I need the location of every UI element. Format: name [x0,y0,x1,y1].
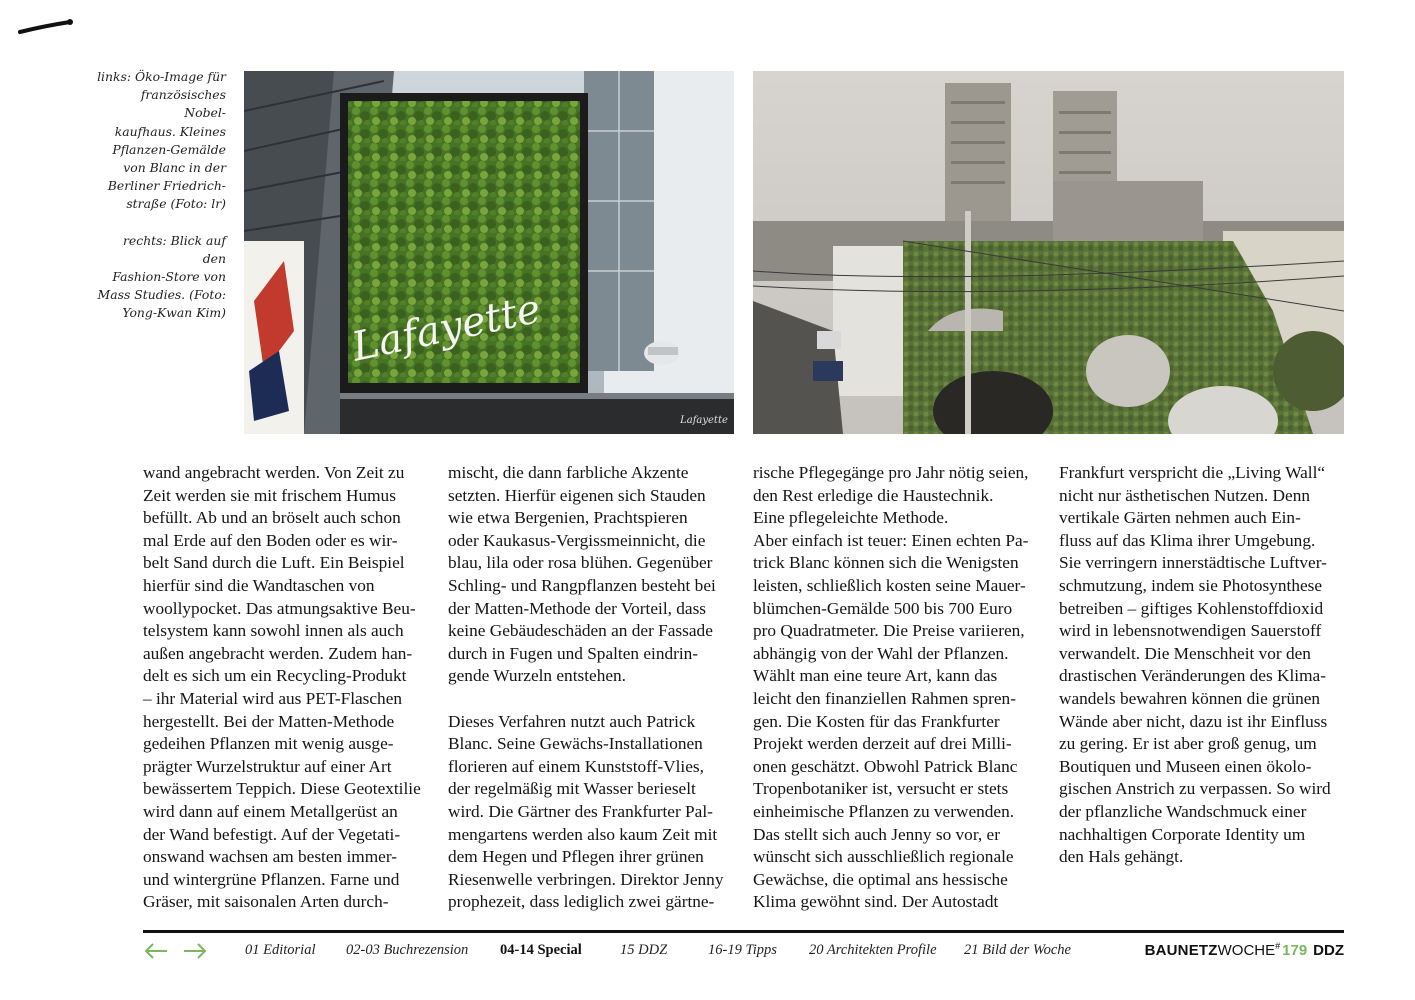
footer-rule [143,930,1344,933]
nav-item-bild-der-woche[interactable]: 21 Bild der Woche [964,942,1071,958]
nav-item-ddz[interactable]: 15 DDZ [620,942,668,958]
brand-regular: WOCHE [1217,942,1276,959]
caption-left: links: Öko-Image für französisches Nobel- kaufhaus. Kleines Pflanzen-Gemälde von Blanc in der Berliner Friedrich- straße (Foto: lr) [97,69,226,212]
photo-captions [96,68,226,341]
article-column-4: Frankfurt verspricht die „Living Wall“ nicht nur ästhetischen Nutzen. Denn vertikale Gärten nehmen auch Ein- fluss auf das Klima ihrer Umgebung. Sie verringern innerstädtische Luftver- schmutzung, indem sie Photosynthese betreiben – giftiges Kohlenstoffdioxid wird in lebensnotwendigen Sauerstoff verwandelt. Die Menschheit vor den drastischen Veränderungen des Klima- wandels bewahren können die grünen Wände aber nicht, dazu ist ihr Einfluss zu gering. Er ist aber groß genug, um Boutiquen und Museen einen ökolo- gischen Anstrich zu verpassen. So wird der pflanzliche Wandschmuck einer nachhaltigen Corporate Identity um den Hals gehängt. [1059,463,1331,867]
brand-bold: BAUNETZ [1144,942,1218,959]
lafayette-small-sign: Lafayette [680,415,728,426]
arrow-right-icon[interactable] [182,940,208,962]
article-column-1: wand angebracht werden. Von Zeit zu Zeit werden sie mit frischem Humus befüllt. Ab und an bröselt auch schon mal Erde auf den Boden oder es wir- belt Sand durch die Luft. Ein Beispiel hierfür sind die Wandtaschen von woollypocket. Das atmungsaktive Beu- telsystem kann sowohl innen als auch außen angebracht werden. Zudem han- delt es sich um ein Recycling-Produkt – ihr Material wird aus PET-Flaschen hergestellt. Bei der Matten-Methode gedeihen Pflanzen mit wenig ausge- prägter Wurzelstruktur auf einer Art bewässertem Teppich. Diese Geotextilie wird dann auf einem Metallgerüst an der Wand befestigt. Auf der Vegetati- onswand wachsen am besten immer- und wintergrüne Pflanzen. Farne und Gräser, mit saisonalen Arten durch- [143,463,421,912]
logo-mark [18,14,74,38]
nav-item-special[interactable]: 04-14 Special [500,942,582,958]
photo-fashion-store-mass-studies [753,71,1344,434]
page-number: 179 [1282,942,1308,959]
nav-item-buchrezension[interactable]: 02-03 Buchrezension [346,942,469,958]
lafayette-sign: Lafayette [348,285,545,371]
nav-item-architekten-profile[interactable]: 20 Architekten Profile [809,942,937,958]
brand-baunetzwoche [1145,941,1344,959]
caption-right: rechts: Blick auf den Fashion-Store von Mass Studies. (Foto: Yong-Kwan Kim) [97,232,226,321]
nav-item-editorial[interactable]: 01 Editorial [245,942,316,958]
section-label: DDZ [1313,942,1344,959]
article-column-3: rische Pflegegänge pro Jahr nötig seien, den Rest erledige die Haustechnik. Eine pflegeleichte Methode. Aber einfach ist teuer: Einen echten Pa- trick Blanc können sich die Wenigsten leisten, schließlich kosten seine Mauer- blümchen-Gemälde 500 bis 700 Euro pro Quadratmeter. Die Preise variieren, abhängig von der Wahl der Pflanzen. Wählt man eine teure Art, kann das leicht den finanziellen Rahmen spren- gen. Die Kosten für das Frankfurter Projekt werden derzeit auf drei Milli- onen geschätzt. Obwohl Patrick Blanc Tropenbotaniker ist, versucht er stets einheimische Pflanzen zu verwenden. Das stellt sich auch Jenny so vor, er wünscht sich ausschließlich regionale Gewächse, die optimal ans hessische Klima gewöhnt sind. Der Autostadt [753,463,1029,912]
nav-item-tipps[interactable]: 16-19 Tipps [708,942,777,958]
footer-nav [143,940,1344,964]
arrow-left-icon[interactable] [143,940,169,962]
article-column-2: mischt, die dann farbliche Akzente setzten. Hierfür eigenen sich Stauden wie etwa Bergenien, Prachtspieren oder Kaukasus-Vergissmeinnicht, die blau, lila oder rosa blühen. Gegenüber Schling- und Rangpflanzen besteht bei der Matten-Methode der Vorteil, dass keine Gebäudeschäden an der Fassade durch in Fugen und Spalten eindrin- gende Wurzeln entstehen. Dieses Verfahren nutzt auch Patrick Blanc. Seine Gewächs-Installationen florieren auf einem Kunststoff-Vlies, der regelmäßig mit Wasser berieselt wird. Die Gärtner des Frankfurter Pal- mengartens werden also kaum Zeit mit dem Hegen und Pflegen ihrer grünen Riesenwelle verbringen. Direktor Jenny prophezeit, dass lediglich zwei gärtne- [448,463,724,912]
brand-mark: # [1275,941,1281,951]
photo-lafayette-green-wall [244,71,734,434]
